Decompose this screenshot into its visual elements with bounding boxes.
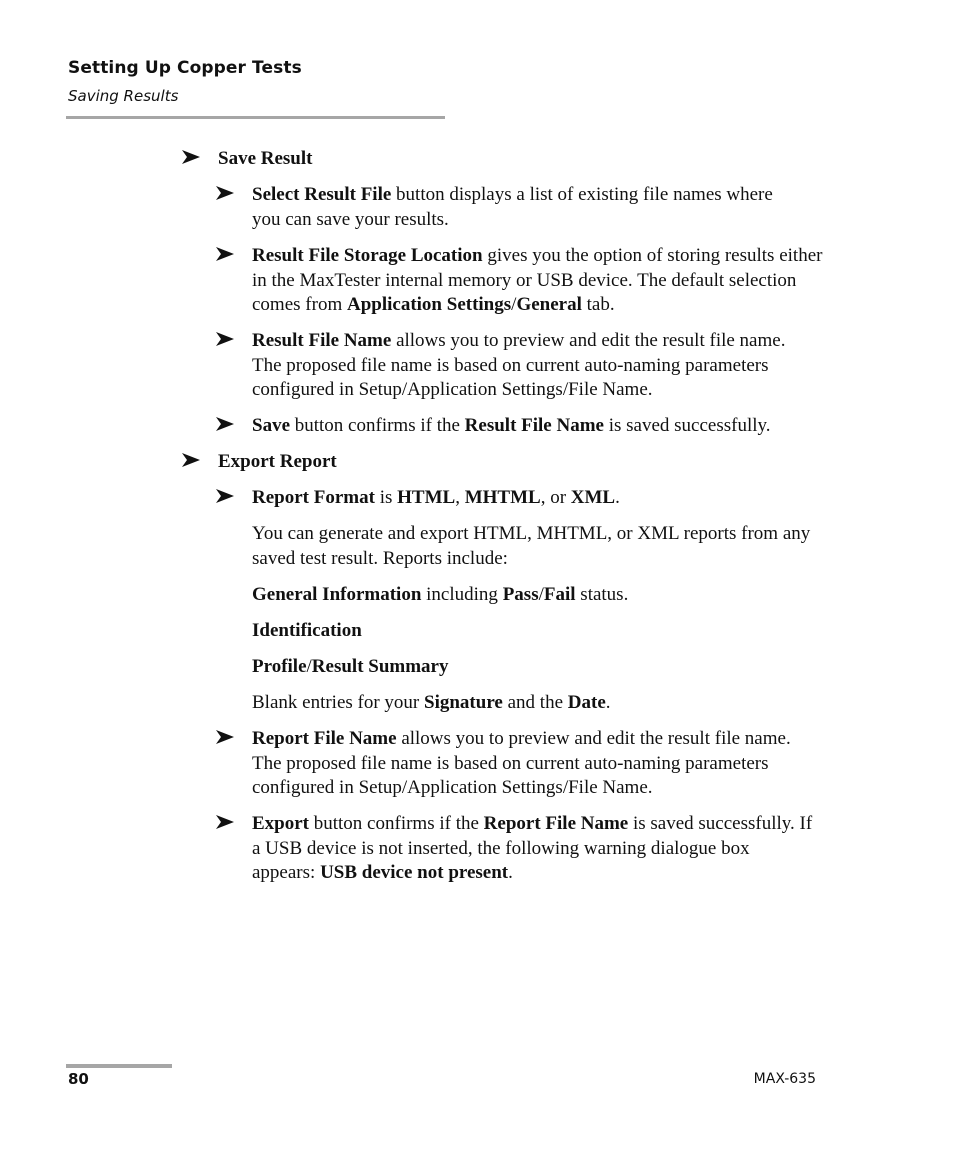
storage-location-text: Result File Storage Location gives you the option of storing results either in the MaxTester internal memory or USB device. The default selection comes from Application Settings/General tab. bbox=[252, 245, 823, 315]
save-result-bullet bbox=[182, 147, 312, 172]
blank-entries-text: Blank entries for your Signature and the Date. bbox=[252, 692, 611, 713]
arrowhead-bullet-icon bbox=[216, 815, 234, 829]
arrowhead-bullet-icon bbox=[216, 186, 234, 200]
report-format-item bbox=[216, 486, 816, 511]
export-button-item bbox=[216, 812, 816, 886]
report-file-name-text: Report File Name allows you to preview and edit the result file name. The proposed file name is based on current auto-naming parameters configured in Setup/Application Settings/File Name. bbox=[252, 728, 791, 798]
identification-text: Identification bbox=[252, 620, 362, 641]
result-file-name-item bbox=[216, 329, 812, 403]
report-format-text: Report Format is HTML, MHTML, or XML. bbox=[252, 487, 620, 508]
result-file-name-text: Result File Name allows you to preview and edit the result file name. The proposed file name is based on current auto-naming parameters configured in Setup/Application Settings/File Name. bbox=[252, 330, 786, 400]
document-id: MAX-635 bbox=[753, 1071, 816, 1087]
identification-line bbox=[252, 619, 822, 644]
arrowhead-bullet-icon bbox=[182, 150, 200, 164]
save-button-item bbox=[216, 414, 841, 439]
report-description-text: You can generate and export HTML, MHTML, or XML reports from any saved test result. Reports include: bbox=[252, 523, 811, 569]
profile-summary-line bbox=[252, 655, 822, 680]
export-report-heading: Export Report bbox=[218, 451, 337, 472]
page-number: 80 bbox=[68, 1070, 89, 1088]
profile-summary-text: Profile/Result Summary bbox=[252, 656, 449, 677]
blank-entries-line bbox=[252, 691, 822, 716]
arrowhead-bullet-icon bbox=[216, 247, 234, 261]
save-button-text: Save button confirms if the Result File Name is saved successfully. bbox=[252, 415, 771, 436]
select-result-file-item bbox=[216, 183, 796, 232]
arrowhead-bullet-icon bbox=[216, 489, 234, 503]
header-divider bbox=[66, 116, 445, 119]
arrowhead-bullet-icon bbox=[182, 453, 200, 467]
report-file-name-item bbox=[216, 727, 812, 801]
storage-location-item bbox=[216, 244, 826, 318]
page-header-title: Setting Up Copper Tests bbox=[68, 58, 302, 78]
general-information-line bbox=[252, 583, 822, 608]
general-information-text: General Information including Pass/Fail status. bbox=[252, 584, 629, 605]
export-button-text: Export button confirms if the Report File Name is saved successfully. If a USB device is not inserted, the following warning dialogue box appears: USB device not present. bbox=[252, 813, 813, 883]
arrowhead-bullet-icon bbox=[216, 417, 234, 431]
save-result-heading: Save Result bbox=[218, 148, 313, 169]
report-description bbox=[252, 522, 822, 571]
export-report-bullet bbox=[182, 450, 337, 475]
arrowhead-bullet-icon bbox=[216, 332, 234, 346]
page-header-subtitle: Saving Results bbox=[68, 87, 179, 105]
select-result-file-text: Select Result File button displays a list of existing file names where you can save your results. bbox=[252, 184, 773, 230]
footer-divider bbox=[66, 1064, 172, 1068]
arrowhead-bullet-icon bbox=[216, 730, 234, 744]
